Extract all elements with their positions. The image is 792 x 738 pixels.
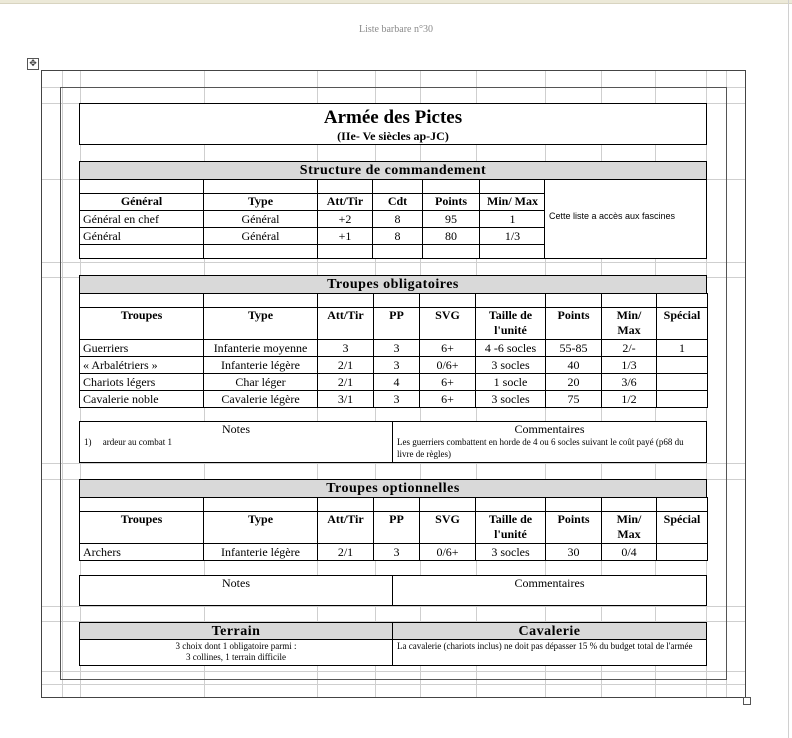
command-note xyxy=(544,179,707,259)
terrain-line-2: 3 collines, 1 terrain difficile xyxy=(185,652,287,662)
table-cell[interactable]: Infanterie légère xyxy=(204,544,318,561)
cavalry-box[interactable] xyxy=(392,639,707,666)
comments-label: Commentaires xyxy=(514,576,585,590)
table-row xyxy=(80,340,708,357)
terrain-line-1: 3 choix dont 1 obligatoire parmi : xyxy=(175,641,297,651)
table-cell[interactable]: +1 xyxy=(318,228,373,245)
column-header: Min/ Max xyxy=(480,194,546,211)
column-header: Type xyxy=(204,512,318,544)
table-cell[interactable]: 6+ xyxy=(420,391,476,408)
title-box xyxy=(79,103,707,145)
column-header: Cdt xyxy=(373,194,423,211)
column-header: Min/ Max xyxy=(602,512,657,544)
table-cell[interactable]: Guerriers xyxy=(80,340,204,357)
terrain-box[interactable] xyxy=(79,639,393,666)
table-row xyxy=(80,294,708,308)
column-header: Att/Tir xyxy=(318,512,374,544)
table-cell[interactable]: Cavalerie légère xyxy=(204,391,318,408)
table-row xyxy=(80,391,708,408)
table-cell[interactable]: 8 xyxy=(373,211,423,228)
page-title: Armée des Pictes xyxy=(323,107,463,128)
column-header: Points xyxy=(423,194,480,211)
table-cell[interactable]: 1 socle xyxy=(476,374,546,391)
command-table xyxy=(79,179,546,259)
table-row xyxy=(80,498,708,512)
table-cell[interactable]: 1/3 xyxy=(602,357,657,374)
table-cell[interactable]: 3 socles xyxy=(476,544,546,561)
cavalry-text: La cavalerie (chariots inclus) ne doit pas dépasser 15 % du budget total de l'armée xyxy=(397,641,693,651)
table-cell[interactable]: 1/3 xyxy=(480,228,546,245)
table-cell[interactable]: Général xyxy=(80,228,204,245)
column-header: Spécial xyxy=(657,512,708,544)
table-cell[interactable] xyxy=(657,357,708,374)
table-cell[interactable]: 55-85 xyxy=(546,340,602,357)
table-cell[interactable]: 3 socles xyxy=(476,391,546,408)
table-cell[interactable]: 3/1 xyxy=(318,391,374,408)
optional-table xyxy=(79,497,708,561)
column-header: Att/Tir xyxy=(318,194,373,211)
mandatory-table xyxy=(79,293,708,408)
column-header: Taille de l'unité xyxy=(476,512,546,544)
table-cell[interactable]: 3 xyxy=(318,340,374,357)
column-header: Taille de l'unité xyxy=(476,308,546,340)
table-row xyxy=(80,544,708,561)
column-header: Min/ Max xyxy=(602,308,657,340)
table-row xyxy=(80,180,546,194)
table-cell[interactable]: 1 xyxy=(480,211,546,228)
table-cell[interactable]: 2/1 xyxy=(318,374,374,391)
notes-label: Notes xyxy=(222,422,250,436)
table-cell[interactable] xyxy=(657,374,708,391)
table-cell[interactable]: 3 socles xyxy=(476,357,546,374)
cavalry-heading: Cavalerie xyxy=(392,622,707,640)
comments-text: Les guerriers combattent en horde de 4 ou 6 socles suivant le coût payé (p68 du livre de règles) xyxy=(397,437,684,459)
optional-header-row xyxy=(80,512,708,544)
table-cell[interactable]: 30 xyxy=(546,544,602,561)
table-row xyxy=(80,245,546,259)
table-cell[interactable]: 75 xyxy=(546,391,602,408)
terrain-heading: Terrain xyxy=(79,622,393,640)
table-cell[interactable]: +2 xyxy=(318,211,373,228)
column-header: Spécial xyxy=(657,308,708,340)
notes-label: Notes xyxy=(222,576,250,590)
comments-label: Commentaires xyxy=(514,422,585,436)
column-header: Général xyxy=(80,194,204,211)
table-cell[interactable]: 3 xyxy=(374,391,420,408)
table-cell[interactable]: 4 xyxy=(374,374,420,391)
table-cell[interactable]: 6+ xyxy=(420,374,476,391)
table-cell[interactable]: 20 xyxy=(546,374,602,391)
table-cell[interactable]: Char léger xyxy=(204,374,318,391)
column-header: Type xyxy=(204,308,318,340)
command-heading: Structure de commandement xyxy=(79,161,707,180)
mandatory-notes-box[interactable] xyxy=(79,421,393,463)
table-cell[interactable]: Archers xyxy=(80,544,204,561)
table-cell[interactable]: Général xyxy=(204,228,318,245)
page-subtitle: (IIe- Ve siècles ap-JC) xyxy=(337,129,449,143)
table-cell[interactable]: Infanterie légère xyxy=(204,357,318,374)
column-header: Points xyxy=(546,512,602,544)
column-header: PP xyxy=(374,512,420,544)
table-cell[interactable]: 6+ xyxy=(420,340,476,357)
table-cell[interactable]: 0/4 xyxy=(602,544,657,561)
table-cell[interactable]: 2/1 xyxy=(318,544,374,561)
table-cell[interactable]: Infanterie moyenne xyxy=(204,340,318,357)
table-cell[interactable]: Chariots légers xyxy=(80,374,204,391)
table-cell[interactable]: 95 xyxy=(423,211,480,228)
table-cell[interactable]: Général en chef xyxy=(80,211,204,228)
table-cell[interactable]: « Arbalétriers » xyxy=(80,357,204,374)
table-move-handle-icon[interactable]: ✥ xyxy=(27,58,39,70)
optional-heading: Troupes optionnelles xyxy=(79,479,707,498)
table-cell[interactable] xyxy=(657,391,708,408)
table-cell[interactable]: Général xyxy=(204,211,318,228)
column-header: SVG xyxy=(420,308,476,340)
table-cell[interactable]: 0/6+ xyxy=(420,544,476,561)
table-resize-handle[interactable] xyxy=(743,697,751,705)
table-row xyxy=(80,357,708,374)
table-row xyxy=(80,374,708,391)
optional-comments-box[interactable] xyxy=(392,575,707,606)
column-header: Att/Tir xyxy=(318,308,374,340)
window-right-border xyxy=(788,0,789,738)
table-cell[interactable]: 0/6+ xyxy=(420,357,476,374)
page-header: Liste barbare n°30 xyxy=(359,24,433,35)
table-cell[interactable]: 2/- xyxy=(602,340,657,357)
column-header: Points xyxy=(546,308,602,340)
table-cell[interactable]: 1 xyxy=(657,340,708,357)
mandatory-heading: Troupes obligatoires xyxy=(79,275,707,294)
mandatory-comments-box[interactable] xyxy=(392,421,707,463)
column-header: SVG xyxy=(420,512,476,544)
table-cell[interactable]: 3/6 xyxy=(602,374,657,391)
table-cell[interactable] xyxy=(657,544,708,561)
table-cell[interactable]: Cavalerie noble xyxy=(80,391,204,408)
window-top-border xyxy=(0,0,792,4)
table-cell[interactable]: 1/2 xyxy=(602,391,657,408)
column-header: Troupes xyxy=(80,512,204,544)
notes-text: 1) ardeur au combat 1 xyxy=(84,437,172,447)
table-cell[interactable]: 3 xyxy=(374,357,420,374)
column-header: Type xyxy=(204,194,318,211)
table-cell[interactable]: 2/1 xyxy=(318,357,374,374)
table-cell[interactable]: 80 xyxy=(423,228,480,245)
table-cell[interactable]: 3 xyxy=(374,340,420,357)
mandatory-header-row xyxy=(80,308,708,340)
optional-notes-box[interactable] xyxy=(79,575,393,606)
table-row xyxy=(80,211,546,228)
table-cell[interactable]: 40 xyxy=(546,357,602,374)
table-row xyxy=(80,228,546,245)
table-cell[interactable]: 3 xyxy=(374,544,420,561)
table-cell[interactable]: 4 -6 socles xyxy=(476,340,546,357)
command-note-text: Cette liste a accès aux fascines xyxy=(549,211,676,221)
column-header: PP xyxy=(374,308,420,340)
column-header: Troupes xyxy=(80,308,204,340)
command-header-row xyxy=(80,194,546,211)
table-cell[interactable]: 8 xyxy=(373,228,423,245)
